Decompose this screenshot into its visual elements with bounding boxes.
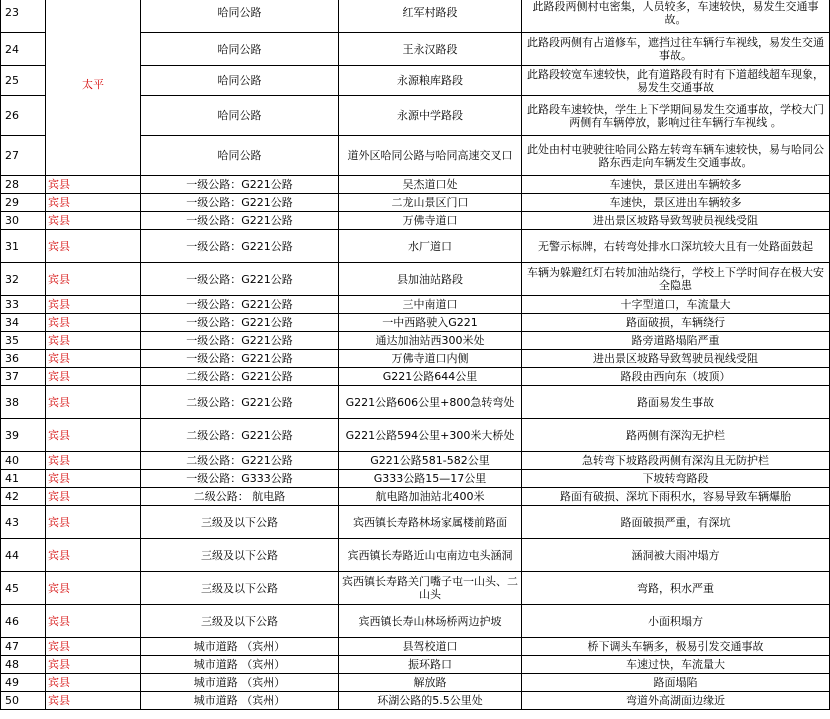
location-cell: 一中西路驶入G221 bbox=[339, 314, 522, 332]
description-cell: 路面易发生事故 bbox=[522, 386, 830, 419]
description-cell: 此路段两侧有占道修车，遮挡过往车辆行车视线，易发生交通事故。 bbox=[522, 33, 830, 66]
location-cell: 永源中学路段 bbox=[339, 96, 522, 136]
description-cell: 路面破损严重，有深坑 bbox=[522, 506, 830, 539]
location-cell: 县加油站路段 bbox=[339, 263, 522, 296]
county-cell: 宾县 bbox=[46, 419, 141, 452]
county-cell: 宾县 bbox=[46, 212, 141, 230]
table-row bbox=[1, 488, 830, 506]
row-number: 50 bbox=[1, 692, 46, 710]
road-cell: 城市道路 （宾州） bbox=[141, 674, 339, 692]
location-cell: 振环路口 bbox=[339, 656, 522, 674]
description-cell: 路面塌陷 bbox=[522, 674, 830, 692]
road-cell: 城市道路 （宾州） bbox=[141, 656, 339, 674]
description-cell: 车速快，景区进出车辆较多 bbox=[522, 194, 830, 212]
location-cell: G221公路594公里+300米大桥处 bbox=[339, 419, 522, 452]
description-cell: 弯路，积水严重 bbox=[522, 572, 830, 605]
county-cell: 宾县 bbox=[46, 638, 141, 656]
location-cell: 航电路加油站北400米 bbox=[339, 488, 522, 506]
location-cell: G333公路15—17公里 bbox=[339, 470, 522, 488]
row-number: 38 bbox=[1, 386, 46, 419]
description-cell: 车速过快，车流量大 bbox=[522, 656, 830, 674]
road-cell: 一级公路：G221公路 bbox=[141, 263, 339, 296]
row-number: 34 bbox=[1, 314, 46, 332]
group-label-cell: 太平 bbox=[46, 0, 141, 176]
table-row bbox=[1, 638, 830, 656]
table-row bbox=[1, 470, 830, 488]
location-cell: 通达加油站西300米处 bbox=[339, 332, 522, 350]
description-cell: 此路段车速较快，学生上下学期间易发生交通事故，学校大门两侧有车辆停放，影响过往车辆行车视线 。 bbox=[522, 96, 830, 136]
road-cell: 三级及以下公路 bbox=[141, 572, 339, 605]
table-row bbox=[1, 452, 830, 470]
county-cell: 宾县 bbox=[46, 605, 141, 638]
row-number: 47 bbox=[1, 638, 46, 656]
road-cell: 哈同公路 bbox=[141, 0, 339, 33]
location-cell: G221公路606公里+800急转弯处 bbox=[339, 386, 522, 419]
county-cell: 宾县 bbox=[46, 314, 141, 332]
location-cell: 县驾校道口 bbox=[339, 638, 522, 656]
road-cell: 三级及以下公路 bbox=[141, 605, 339, 638]
road-cell: 一级公路：G221公路 bbox=[141, 230, 339, 263]
location-cell: 万佛寺道口 bbox=[339, 212, 522, 230]
road-cell: 二级公路：G221公路 bbox=[141, 368, 339, 386]
table-row bbox=[1, 368, 830, 386]
description-cell: 急转弯下坡路段两侧有深沟且无防护栏 bbox=[522, 452, 830, 470]
table-row bbox=[1, 296, 830, 314]
description-cell: 下坡转弯路段 bbox=[522, 470, 830, 488]
description-cell: 路面有破损、深坑下雨积水，容易导致车辆爆胎 bbox=[522, 488, 830, 506]
row-number: 33 bbox=[1, 296, 46, 314]
location-cell: 宾西镇长寿路关门嘴子屯一山头、二山头 bbox=[339, 572, 522, 605]
row-number: 26 bbox=[1, 96, 46, 136]
description-cell: 路段由西向东（坡顶） bbox=[522, 368, 830, 386]
road-cell: 二级公路： 航电路 bbox=[141, 488, 339, 506]
row-number: 36 bbox=[1, 350, 46, 368]
row-number: 23 bbox=[1, 0, 46, 33]
description-cell: 进出景区坡路导致驾驶员视线受阻 bbox=[522, 212, 830, 230]
table-row bbox=[1, 539, 830, 572]
county-cell: 宾县 bbox=[46, 452, 141, 470]
table-row bbox=[1, 263, 830, 296]
road-cell: 哈同公路 bbox=[141, 96, 339, 136]
row-number: 30 bbox=[1, 212, 46, 230]
location-cell: G221公路581-582公里 bbox=[339, 452, 522, 470]
row-number: 24 bbox=[1, 33, 46, 66]
row-number: 32 bbox=[1, 263, 46, 296]
description-cell: 车速快，景区进出车辆较多 bbox=[522, 176, 830, 194]
table-row bbox=[1, 656, 830, 674]
road-cell: 哈同公路 bbox=[141, 136, 339, 176]
road-cell: 一级公路：G333公路 bbox=[141, 470, 339, 488]
description-cell: 路面破损，车辆绕行 bbox=[522, 314, 830, 332]
location-cell: 三中南道口 bbox=[339, 296, 522, 314]
location-cell: 吴杰道口处 bbox=[339, 176, 522, 194]
description-cell: 涵洞被大雨冲塌方 bbox=[522, 539, 830, 572]
row-number: 31 bbox=[1, 230, 46, 263]
description-cell: 桥下调头车辆多，极易引发交通事故 bbox=[522, 638, 830, 656]
road-cell: 三级及以下公路 bbox=[141, 539, 339, 572]
location-cell: 万佛寺道口内侧 bbox=[339, 350, 522, 368]
county-cell: 宾县 bbox=[46, 572, 141, 605]
table-row bbox=[1, 212, 830, 230]
row-number: 42 bbox=[1, 488, 46, 506]
county-cell: 宾县 bbox=[46, 296, 141, 314]
table-row bbox=[1, 674, 830, 692]
county-cell: 宾县 bbox=[46, 488, 141, 506]
road-cell: 一级公路：G221公路 bbox=[141, 350, 339, 368]
county-cell: 宾县 bbox=[46, 470, 141, 488]
row-number: 39 bbox=[1, 419, 46, 452]
road-cell: 三级及以下公路 bbox=[141, 506, 339, 539]
location-cell: 红军村路段 bbox=[339, 0, 522, 33]
description-cell: 此路段两侧村屯密集，人员较多，车速较快，易发生交通事故。 bbox=[522, 0, 830, 33]
location-cell: 解放路 bbox=[339, 674, 522, 692]
table-row bbox=[1, 176, 830, 194]
description-cell: 路两侧有深沟无护栏 bbox=[522, 419, 830, 452]
road-cell: 哈同公路 bbox=[141, 33, 339, 66]
location-cell: 二龙山景区门口 bbox=[339, 194, 522, 212]
row-number: 48 bbox=[1, 656, 46, 674]
row-number: 35 bbox=[1, 332, 46, 350]
location-cell: 王永汉路段 bbox=[339, 33, 522, 66]
table-row bbox=[1, 605, 830, 638]
row-number: 40 bbox=[1, 452, 46, 470]
road-cell: 一级公路：G221公路 bbox=[141, 194, 339, 212]
table-row bbox=[1, 386, 830, 419]
road-cell: 哈同公路 bbox=[141, 66, 339, 96]
row-number: 41 bbox=[1, 470, 46, 488]
county-cell: 宾县 bbox=[46, 176, 141, 194]
description-cell: 路旁道路塌陷严重 bbox=[522, 332, 830, 350]
county-cell: 宾县 bbox=[46, 656, 141, 674]
table-row bbox=[1, 572, 830, 605]
row-number: 43 bbox=[1, 506, 46, 539]
county-cell: 宾县 bbox=[46, 674, 141, 692]
county-cell: 宾县 bbox=[46, 263, 141, 296]
county-cell: 宾县 bbox=[46, 230, 141, 263]
description-cell: 车辆为躲避红灯右转加油站绕行，学校上下学时间存在极大安全隐患 bbox=[522, 263, 830, 296]
row-number: 44 bbox=[1, 539, 46, 572]
description-cell: 弯道外高湖面边缘近 bbox=[522, 692, 830, 710]
table-row bbox=[1, 692, 830, 710]
description-cell: 无警示标牌，右转弯处排水口深坑较大且有一处路面鼓起 bbox=[522, 230, 830, 263]
table-row bbox=[1, 0, 830, 33]
location-cell: 宾西镇长寿路近山屯南边屯头涵洞 bbox=[339, 539, 522, 572]
location-cell: 水厂道口 bbox=[339, 230, 522, 263]
row-number: 27 bbox=[1, 136, 46, 176]
row-number: 46 bbox=[1, 605, 46, 638]
road-cell: 二级公路：G221公路 bbox=[141, 419, 339, 452]
row-number: 25 bbox=[1, 66, 46, 96]
location-cell: G221公路644公里 bbox=[339, 368, 522, 386]
road-cell: 一级公路：G221公路 bbox=[141, 296, 339, 314]
county-cell: 宾县 bbox=[46, 194, 141, 212]
row-number: 29 bbox=[1, 194, 46, 212]
road-cell: 城市道路 （宾州） bbox=[141, 692, 339, 710]
road-cell: 一级公路：G221公路 bbox=[141, 212, 339, 230]
description-cell: 此路段较宽车速较快，此有道路段有时有下道超线超车现象，易发生交通事故 bbox=[522, 66, 830, 96]
row-number: 28 bbox=[1, 176, 46, 194]
county-cell: 宾县 bbox=[46, 386, 141, 419]
road-cell: 一级公路：G221公路 bbox=[141, 314, 339, 332]
road-cell: 一级公路：G221公路 bbox=[141, 332, 339, 350]
hazard-table-body bbox=[1, 0, 830, 710]
table-row bbox=[1, 332, 830, 350]
table-row bbox=[1, 350, 830, 368]
county-cell: 宾县 bbox=[46, 506, 141, 539]
table-row bbox=[1, 314, 830, 332]
county-cell: 宾县 bbox=[46, 539, 141, 572]
road-cell: 二级公路：G221公路 bbox=[141, 452, 339, 470]
table-row bbox=[1, 194, 830, 212]
location-cell: 永源粮库路段 bbox=[339, 66, 522, 96]
location-cell: 环湖公路的5.5公里处 bbox=[339, 692, 522, 710]
row-number: 37 bbox=[1, 368, 46, 386]
road-cell: 一级公路：G221公路 bbox=[141, 176, 339, 194]
table-row bbox=[1, 230, 830, 263]
county-cell: 宾县 bbox=[46, 368, 141, 386]
county-cell: 宾县 bbox=[46, 350, 141, 368]
county-cell: 宾县 bbox=[46, 332, 141, 350]
county-cell: 宾县 bbox=[46, 692, 141, 710]
table-row bbox=[1, 419, 830, 452]
description-cell: 此处由村屯驶驶往哈同公路左转弯车辆车速较快，易与哈同公路东西走向车辆发生交通事故。 bbox=[522, 136, 830, 176]
row-number: 49 bbox=[1, 674, 46, 692]
table-row bbox=[1, 506, 830, 539]
location-cell: 宾西镇长寿山林场桥两边护坡 bbox=[339, 605, 522, 638]
row-number: 45 bbox=[1, 572, 46, 605]
location-cell: 道外区哈同公路与哈同高速交叉口 bbox=[339, 136, 522, 176]
location-cell: 宾西镇长寿路林场家属楼前路面 bbox=[339, 506, 522, 539]
description-cell: 小面积塌方 bbox=[522, 605, 830, 638]
road-cell: 二级公路：G221公路 bbox=[141, 386, 339, 419]
road-cell: 城市道路 （宾州） bbox=[141, 638, 339, 656]
description-cell: 进出景区坡路导致驾驶员视线受阻 bbox=[522, 350, 830, 368]
description-cell: 十字型道口，车流量大 bbox=[522, 296, 830, 314]
